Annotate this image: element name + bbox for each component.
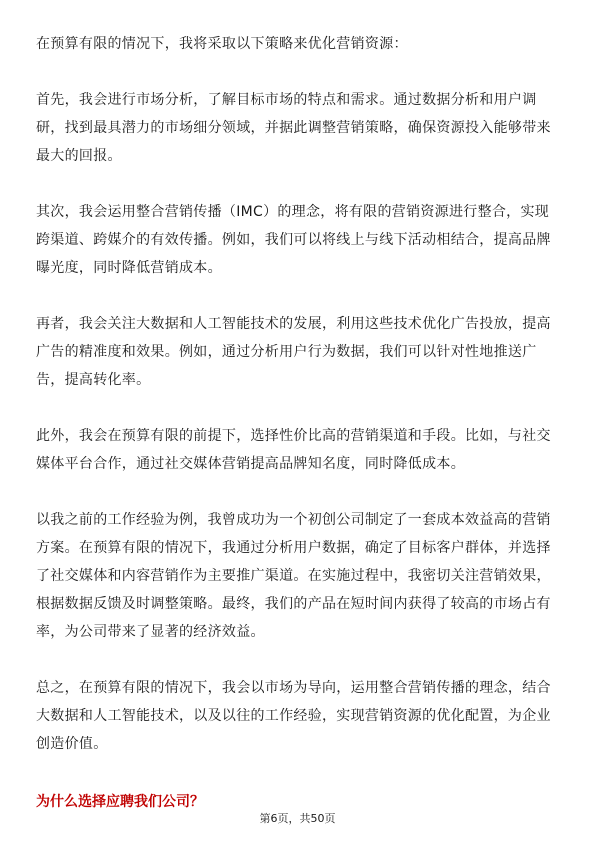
paragraph-conclusion: 总之，在预算有限的情况下，我会以市场为导向，运用整合营销传播的理念，结合大数据和人工智能技术，以及以往的工作经验，实现营销资源的优化配置，为企业创造价值。 [36, 680, 551, 752]
paragraph-market-analysis: 首先，我会进行市场分析，了解目标市场的特点和需求。通过数据分析和用户调研，找到最具潜力的市场细分领域，并据此调整营销策略，确保资源投入能够带来最大的回报。 [36, 92, 551, 164]
page-number-footer: 第6页，共50页 [259, 812, 336, 825]
paragraph-channels: 此外，我会在预算有限的前提下，选择性价比高的营销渠道和手段。比如，与社交媒体平台合作，通过社交媒体营销提高品牌知名度，同时降低成本。 [36, 428, 551, 472]
paragraph-imc: 其次，我会运用整合营销传播（IMC）的理念，将有限的营销资源进行整合，实现跨渠道、跨媒介的有效传播。例如，我们可以将线上与线下活动相结合，提高品牌曝光度，同时降低营销成本。 [36, 204, 551, 276]
paragraph-intro: 在预算有限的情况下，我将采取以下策略来优化营销资源： [36, 36, 408, 52]
paragraph-experience: 以我之前的工作经验为例，我曾成功为一个初创公司制定了一套成本效益高的营销方案。在预算有限的情况下，我通过分析用户数据，确定了目标客户群体，并选择了社交媒体和内容营销作为主要推广渠道。在实施过程中，我密切关注营销效果，根据数据反馈及时调整策略。最终，我们的产品在短时间内获得了较高的市场占有率，为公司带来了显著的经济效益。 [36, 512, 551, 640]
next-question-heading: 为什么选择应聘我们公司？ [36, 794, 204, 810]
answer-body [36, 30, 562, 758]
paragraph-big-data-ai: 再者，我会关注大数据和人工智能技术的发展，利用这些技术优化广告投放，提高广告的精准度和效果。例如，通过分析用户行为数据，我们可以针对性地推送广告，提高转化率。 [36, 316, 551, 388]
